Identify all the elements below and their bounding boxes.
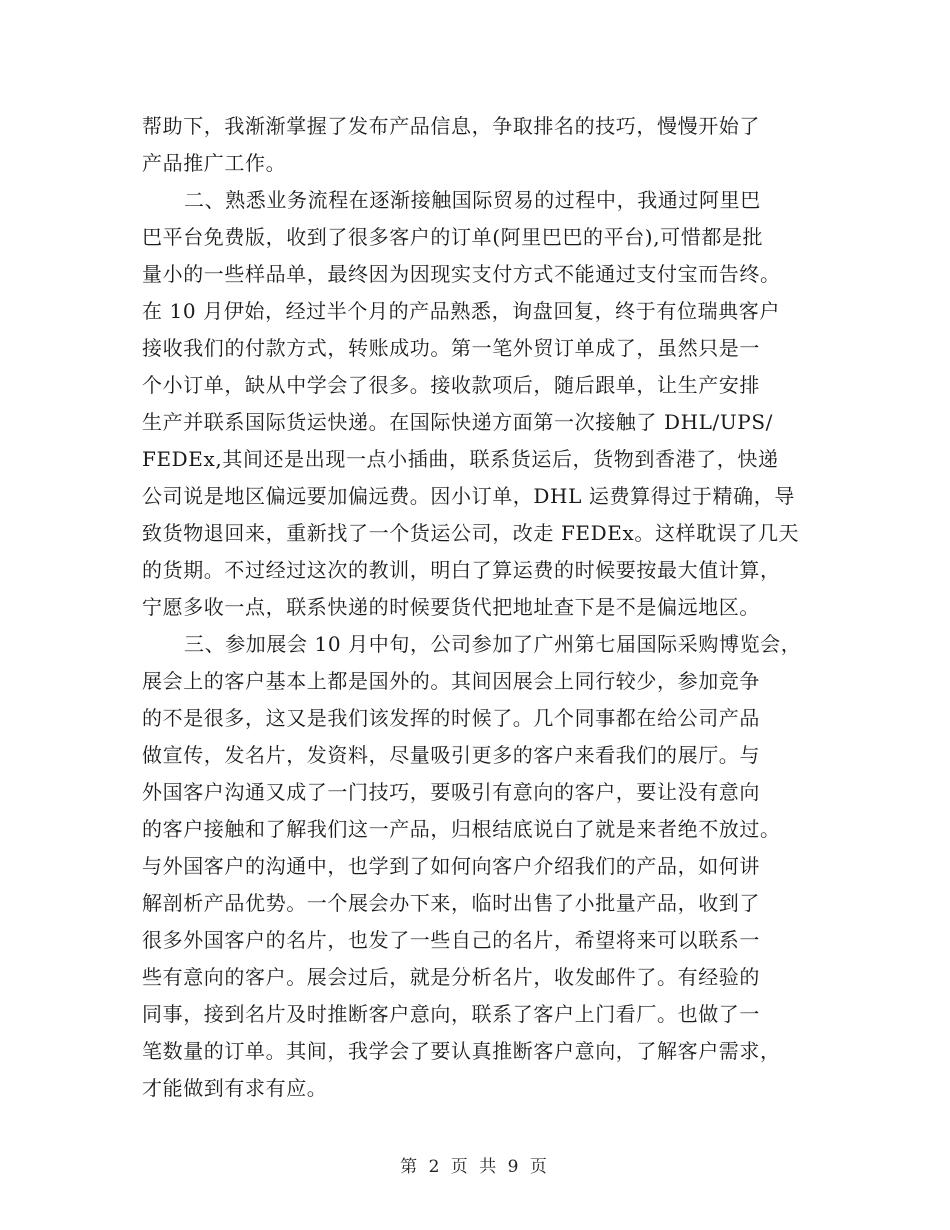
text-line: 展会上的客户基本上都是国外的。其间因展会上同行较少，参加竞争	[142, 669, 760, 693]
text-line: 的不是很多，这又是我们该发挥的时候了。几个同事都在给公司产品	[142, 706, 760, 730]
text-line: 量小的一些样品单，最终因为因现实支付方式不能通过支付宝而告终。	[142, 262, 781, 286]
text-line: 公司说是地区偏远要加偏远费。因小订单，DHL 运费算得过于精确，导	[142, 484, 795, 508]
text-line: 很多外国客户的名片，也发了一些自己的名片，希望将来可以联系一	[142, 928, 760, 952]
text-line: 做宣传，发名片，发资料，尽量吸引更多的客户来看我们的展厅。与	[142, 743, 760, 767]
text-line: 帮助下，我渐渐掌握了发布产品信息，争取排名的技巧，慢慢开始了	[142, 114, 760, 138]
text-line: 接收我们的付款方式，转账成功。第一笔外贸订单成了，虽然只是一	[142, 336, 760, 360]
text-line: 在 10 月伊始，经过半个月的产品熟悉，询盘回复，终于有位瑞典客户	[142, 299, 780, 323]
text-line: 二、熟悉业务流程在逐渐接触国际贸易的过程中，我通过阿里巴	[184, 188, 761, 212]
text-line: 解剖析产品优势。一个展会办下来，临时出售了小批量产品，收到了	[142, 891, 760, 915]
text-line: 巴平台免费版，收到了很多客户的订单(阿里巴巴的平台),可惜都是批	[142, 225, 764, 249]
text-line: 宁愿多收一点，联系快递的时候要货代把地址查下是不是偏远地区。	[142, 595, 760, 619]
text-line: 三、参加展会 10 月中旬，公司参加了广州第七届国际采购博览会，	[184, 632, 802, 656]
text-line: 生产并联系国际货运快递。在国际快递方面第一次接触了 DHL/UPS/	[142, 410, 774, 434]
text-line: 与外国客户的沟通中，也学到了如何向客户介绍我们的产品，如何讲	[142, 854, 760, 878]
text-line: 个小订单，缺从中学会了很多。接收款项后，随后跟单，让生产安排	[142, 373, 760, 397]
text-line: 笔数量的订单。其间，我学会了要认真推断客户意向，了解客户需求，	[142, 1039, 781, 1063]
text-line: FEDEx,其间还是出现一点小插曲，联系货运后，货物到香港了，快递	[142, 447, 779, 471]
page-number-footer: 第 2 页 共 9 页	[400, 1157, 550, 1177]
text-line: 才能做到有求有应。	[142, 1076, 328, 1100]
text-line: 些有意向的客户。展会过后，就是分析名片，收发邮件了。有经验的	[142, 965, 760, 989]
text-line: 的货期。不过经过这次的教训，明白了算运费的时候要按最大值计算，	[142, 558, 781, 582]
text-line: 外国客户沟通又成了一门技巧，要吸引有意向的客户，要让没有意向	[142, 780, 760, 804]
text-line: 的客户接触和了解我们这一产品，归根结底说白了就是来者绝不放过。	[142, 817, 781, 841]
text-line: 产品推广工作。	[142, 151, 287, 175]
text-line: 同事，接到名片及时推断客户意向，联系了客户上门看厂。也做了一	[142, 1002, 760, 1026]
text-line: 致货物退回来，重新找了一个货运公司，改走 FEDEx。这样耽误了几天	[142, 521, 800, 545]
body-text	[142, 108, 822, 1107]
